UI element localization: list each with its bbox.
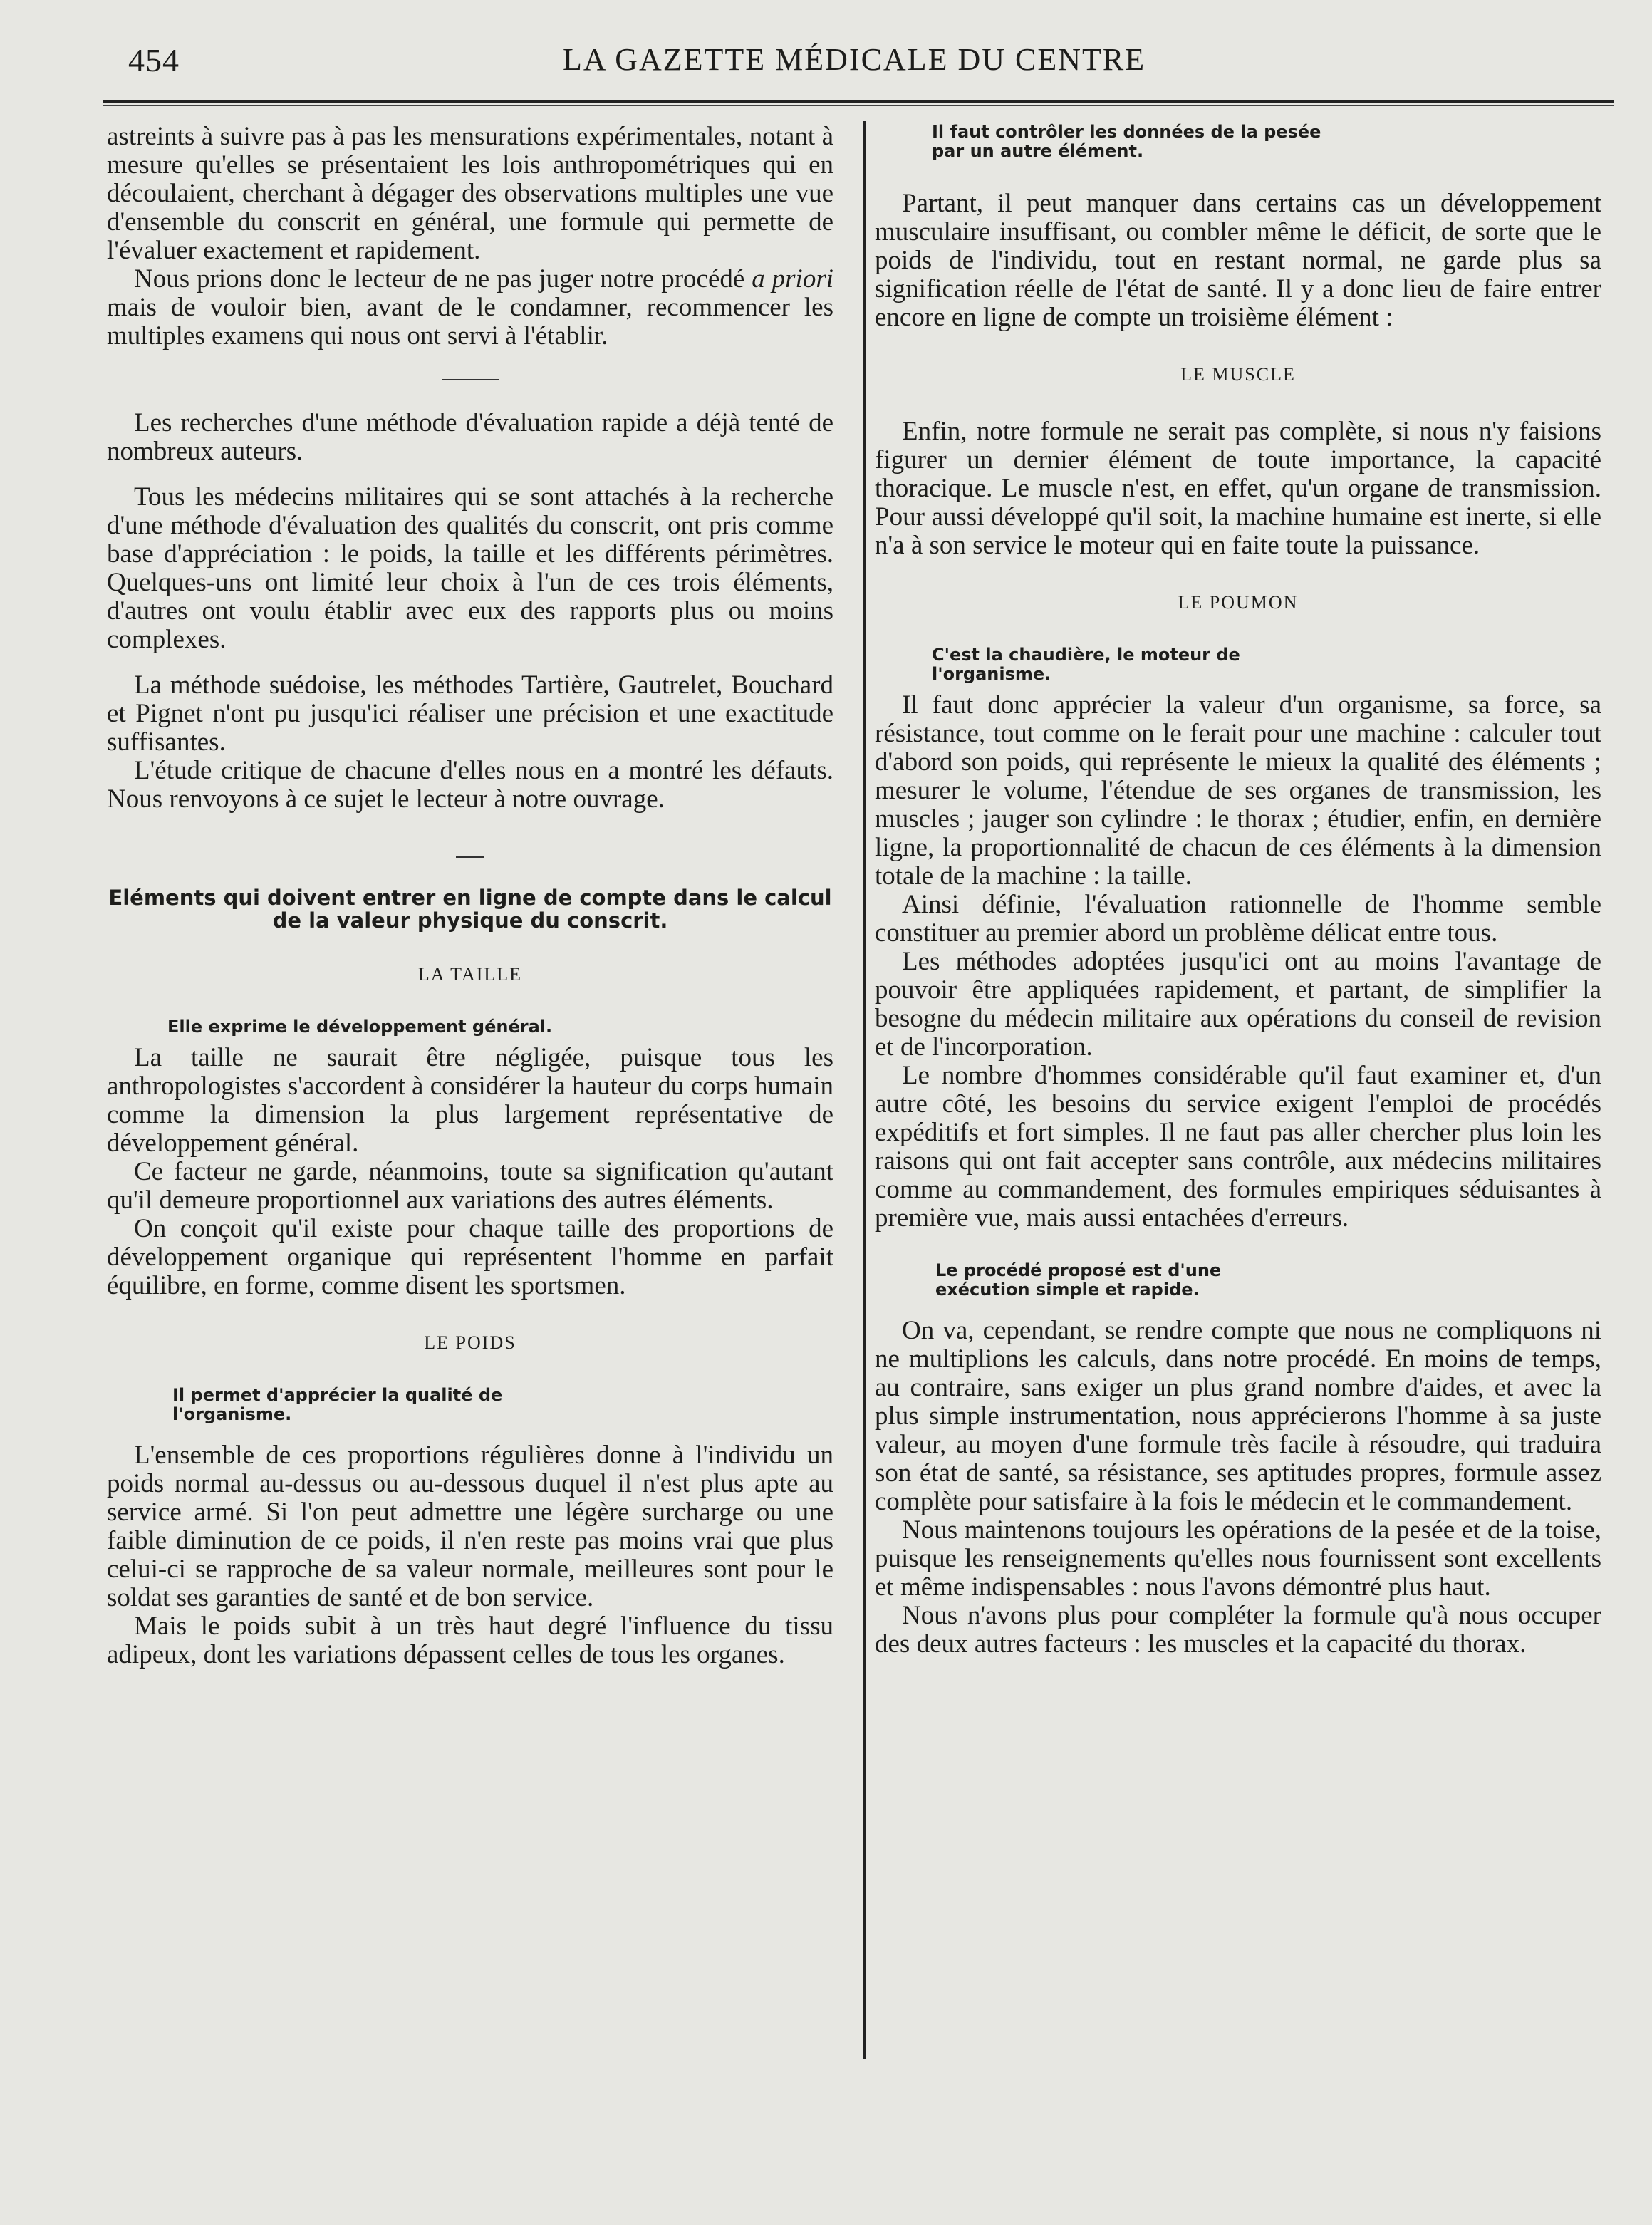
paragraph: astreints à suivre pas à pas les mensurations expérimentales, notant à mesure qu'elles se présentaient les lois anthropométriques qui en découlaient, cherchant à dégager des observations multiples une vue d'ensemble du conscrit en général, une formule qui permette de l'évaluer exactement et rapidement. <box>107 122 833 265</box>
paragraph: Les recherches d'une méthode d'évaluation rapide a déjà tenté de nombreux auteurs. <box>107 408 833 466</box>
paragraph <box>107 265 833 351</box>
journal-title: LA GAZETTE MÉDICALE DU CENTRE <box>563 42 1146 77</box>
margin-subheading: C'est la chaudière, le moteur de l'organisme. <box>932 645 1240 684</box>
paragraph: La méthode suédoise, les méthodes Tartière, Gautrelet, Bouchard et Pignet n'ont pu jusqu'ici réaliser une précision et une exactitude suffisantes. <box>107 670 833 757</box>
header-rule-thin <box>103 105 1614 106</box>
subsection-title: LA TAILLE <box>417 964 523 985</box>
paragraph: La taille ne saurait être négligée, puisque tous les anthropologistes s'accordent à considérer la hauteur du corps humain comme la dimension la plus largement représentative de développement général. <box>107 1043 833 1158</box>
paragraph: Nous n'avons plus pour compléter la formule qu'à nous occuper des deux autres facteurs : les muscles et la capacité du thorax. <box>875 1601 1601 1659</box>
right-column <box>875 123 1601 1659</box>
paragraph: On conçoit qu'il existe pour chaque taille des proportions de développement organique qui représentent l'homme en parfait équilibre, en forme, comme disent les sportsmen. <box>107 1214 833 1300</box>
column-divider <box>863 121 866 2059</box>
paragraph: Enfin, notre formule ne serait pas complète, si nous n'y faisions figurer un dernier élément de toute importance, la capacité thoracique. Le muscle n'est, en effet, qu'un organe de transmission. Pour aussi développé qu'il soit, la machine humaine est inerte, si elle n'a à son service le moteur qui en faite toute la puissance. <box>875 417 1601 560</box>
paragraph: On va, cependant, se rendre compte que nous ne compliquons ni ne multiplions les calculs, dans notre procédé. En moins de temps, au contraire, sans exiger un plus grand nombre d'aides, et avec la plus simple instrumentation, nous apprécierons l'homme à sa juste valeur, au moyen d'une formule très facile à résoudre, qui traduira son état de santé, sa résistance, ses aptitudes propres, formule assez complète pour satisfaire à la fois le médecin et le commandement. <box>875 1316 1601 1516</box>
left-column <box>107 123 833 1669</box>
italic-text: a priori <box>752 264 834 294</box>
subsection-title: LE POIDS <box>424 1332 516 1353</box>
paragraph: Les méthodes adoptées jusqu'ici ont au moins l'avantage de pouvoir être appliquées rapidement, et partant, de simplifier la besogne du médecin militaire aux opérations du conseil de revision et de l'incorporation. <box>875 947 1601 1062</box>
paragraph: L'ensemble de ces proportions régulières donne à l'individu un poids normal au-dessus ou au-dessous duquel il n'est plus apte au service armé. Si l'on peut admettre une légère surcharge ou une faible diminution de ce poids, il n'en reste pas moins vrai que plus celui-ci se rapproche de sa valeur normale, meilleures sont pour le soldat ses garanties de santé et de bon service. <box>107 1441 833 1612</box>
paragraph: Il faut donc apprécier la valeur d'un organisme, sa force, sa résistance, tout comme on le ferait pour une machine : calculer tout d'abord son poids, qui représente le mieux la qualité des éléments ; mesurer le volume, l'étendue de ses organes de transmission, les muscles ; jauger son cylindre : le thorax ; étudier, enfin, en dernière ligne, la proportionnalité de chacun de ces éléments à la dimension totale de la machine : la taille. <box>875 690 1601 891</box>
margin-subheading: Il permet d'apprécier la qualité de l'organisme. <box>172 1385 503 1424</box>
paragraph: Partant, il peut manquer dans certains cas un développement musculaire insuffisant, ou combler même le déficit, de sorte que le poids de l'individu, tout en restant normal, ne garde plus sa signification réelle de l'état de santé. Il y a donc lieu de faire entrer encore en ligne de compte un troisième élément : <box>875 189 1601 332</box>
page-header <box>128 41 1610 84</box>
margin-subheading: Il faut contrôler les données de la pesée par un autre élément. <box>932 122 1321 161</box>
subsection-title: LE POUMON <box>1178 592 1299 613</box>
paragraph-text: Nous prions donc le lecteur de ne pas juger notre procédé <box>134 264 752 294</box>
header-rule <box>103 100 1614 103</box>
paragraph: Ainsi définie, l'évaluation rationnelle de l'homme semble constituer au premier abord un problème délicat entre tous. <box>875 890 1601 948</box>
paragraph: Tous les médecins militaires qui se sont attachés à la recherche d'une méthode d'évaluation des qualités du conscrit, ont pris comme base d'appréciation : le poids, la taille et les différents périmètres. Quelques-uns ont limité leur choix à l'un de ces trois éléments, d'autres ont voulu établir avec eux des rapports plus ou moins complexes. <box>107 482 833 654</box>
paragraph: Nous maintenons toujours les opérations de la pesée et de la toise, puisque les renseignements qu'elles nous fournissent sont excellents et même indispensables : nous l'avons démontré plus haut. <box>875 1515 1601 1602</box>
paragraph: Ce facteur ne garde, néanmoins, toute sa signification qu'autant qu'il demeure proportionnel aux variations des autres éléments. <box>107 1157 833 1215</box>
section-heading: Eléments qui doivent entrer en ligne de compte dans le calcul de la valeur physique du conscrit. <box>108 886 832 933</box>
margin-subheading: Le procédé proposé est d'une exécution simple et rapide. <box>935 1260 1222 1300</box>
page-number: 454 <box>128 42 180 78</box>
subsection-title: LE MUSCLE <box>1180 364 1296 385</box>
paragraph: L'étude critique de chacune d'elles nous en a montré les défauts. Nous renvoyons à ce sujet le lecteur à notre ouvrage. <box>107 756 833 814</box>
margin-subheading: Elle exprime le développement général. <box>167 1017 553 1037</box>
paragraph-text: mais de vouloir bien, avant de le condamner, recommencer les multiples examens qui nous ont servi à l'établir. <box>107 293 833 351</box>
paragraph: Le nombre d'hommes considérable qu'il faut examiner et, d'un autre côté, les besoins du service exigent l'emploi de procédés expéditifs et fort simples. Il ne faut pas aller chercher plus loin les raisons qui ont fait accepter sans contrôle, aux médecins militaires comme au commandement, des formules empiriques séduisantes à première vue, mais aussi entachées d'erreurs. <box>875 1061 1601 1233</box>
paragraph: Mais le poids subit à un très haut degré l'influence du tissu adipeux, dont les variations dépassent celles de tous les organes. <box>107 1612 833 1669</box>
